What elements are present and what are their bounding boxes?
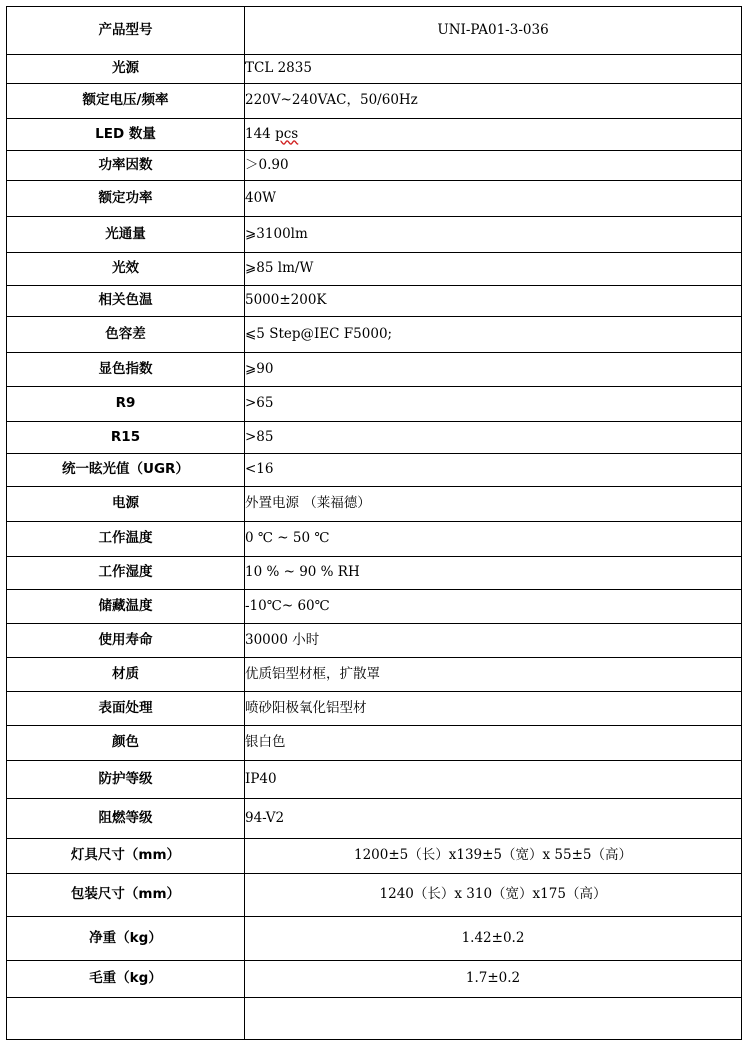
row-label [7, 998, 245, 1040]
table-row [7, 353, 742, 387]
table-row [7, 55, 742, 84]
table-row [7, 119, 742, 151]
row-label: 净重（kg） [7, 917, 245, 961]
row-label: 表面处理 [7, 692, 245, 726]
table-row [7, 7, 742, 55]
row-value: TCL 2835 [245, 55, 742, 84]
table-row [7, 658, 742, 692]
row-value: ⩽5 Step@IEC F5000; [245, 317, 742, 353]
row-value: 银白色 [245, 726, 742, 761]
table-row [7, 487, 742, 522]
row-value: IP40 [245, 761, 742, 799]
row-label: 毛重（kg） [7, 961, 245, 998]
row-label: 材质 [7, 658, 245, 692]
row-value: 外置电源 （莱福德） [245, 487, 742, 522]
table-row [7, 454, 742, 487]
row-label: 光通量 [7, 217, 245, 253]
row-label: 产品型号 [7, 7, 245, 55]
table-row [7, 799, 742, 839]
row-label: R9 [7, 387, 245, 422]
table-row [7, 557, 742, 590]
row-value: <16 [245, 454, 742, 487]
row-value: 喷砂阳极氧化铝型材 [245, 692, 742, 726]
spellcheck-underline: pcs [275, 125, 299, 142]
table-row [7, 624, 742, 658]
row-value: 10 % ~ 90 % RH [245, 557, 742, 590]
row-label: 显色指数 [7, 353, 245, 387]
row-label: 灯具尺寸（mm） [7, 839, 245, 874]
row-value: 1200±5（长）x139±5（宽）x 55±5（高） [245, 839, 742, 874]
row-value: 94-V2 [245, 799, 742, 839]
row-label: R15 [7, 422, 245, 454]
pcs-text: 144 pcs [245, 125, 299, 142]
table-row [7, 84, 742, 119]
table-row [7, 839, 742, 874]
table-row [7, 761, 742, 799]
table-row [7, 286, 742, 317]
row-value: >65 [245, 387, 742, 422]
row-value: 0 ℃ ~ 50 ℃ [245, 522, 742, 557]
table-row [7, 692, 742, 726]
table-row [7, 181, 742, 217]
table-row [7, 874, 742, 917]
row-label: 电源 [7, 487, 245, 522]
row-value: UNI-PA01-3-036 [245, 7, 742, 55]
row-value: 30000 小时 [245, 624, 742, 658]
row-label: 光效 [7, 253, 245, 286]
spec-table [6, 6, 742, 1040]
row-value: 5000±200K [245, 286, 742, 317]
row-value: 1240（长）x 310（宽）x175（高） [245, 874, 742, 917]
table-row [7, 317, 742, 353]
row-label: 色容差 [7, 317, 245, 353]
row-value: 1.42±0.2 [245, 917, 742, 961]
table-row [7, 253, 742, 286]
row-label: 光源 [7, 55, 245, 84]
row-value: 40W [245, 181, 742, 217]
table-row [7, 522, 742, 557]
row-value: >85 [245, 422, 742, 454]
table-row [7, 217, 742, 253]
row-label: 统一眩光值（UGR） [7, 454, 245, 487]
row-label: 额定功率 [7, 181, 245, 217]
row-label: LED 数量 [7, 119, 245, 151]
row-label: 包装尺寸（mm） [7, 874, 245, 917]
row-value: -10℃~ 60℃ [245, 590, 742, 624]
row-value: 220V~240VAC，50/60Hz [245, 84, 742, 119]
row-label: 颜色 [7, 726, 245, 761]
row-label: 功率因数 [7, 151, 245, 181]
table-row [7, 961, 742, 998]
row-label: 储藏温度 [7, 590, 245, 624]
row-value [245, 998, 742, 1040]
row-value: 优质铝型材框，扩散罩 [245, 658, 742, 692]
row-label: 阻燃等级 [7, 799, 245, 839]
row-value: ⩾90 [245, 353, 742, 387]
table-row [7, 917, 742, 961]
table-row [7, 590, 742, 624]
table-row [7, 387, 742, 422]
table-row [7, 151, 742, 181]
row-value [245, 119, 742, 151]
table-row [7, 422, 742, 454]
row-value: ＞0.90 [245, 151, 742, 181]
row-value: ⩾85 lm/W [245, 253, 742, 286]
row-value: ⩾3100lm [245, 217, 742, 253]
row-label: 工作湿度 [7, 557, 245, 590]
row-label: 额定电压/频率 [7, 84, 245, 119]
row-label: 相关色温 [7, 286, 245, 317]
table-row [7, 998, 742, 1040]
row-label: 使用寿命 [7, 624, 245, 658]
row-value: 1.7±0.2 [245, 961, 742, 998]
table-row [7, 726, 742, 761]
row-label: 防护等级 [7, 761, 245, 799]
row-label: 工作温度 [7, 522, 245, 557]
